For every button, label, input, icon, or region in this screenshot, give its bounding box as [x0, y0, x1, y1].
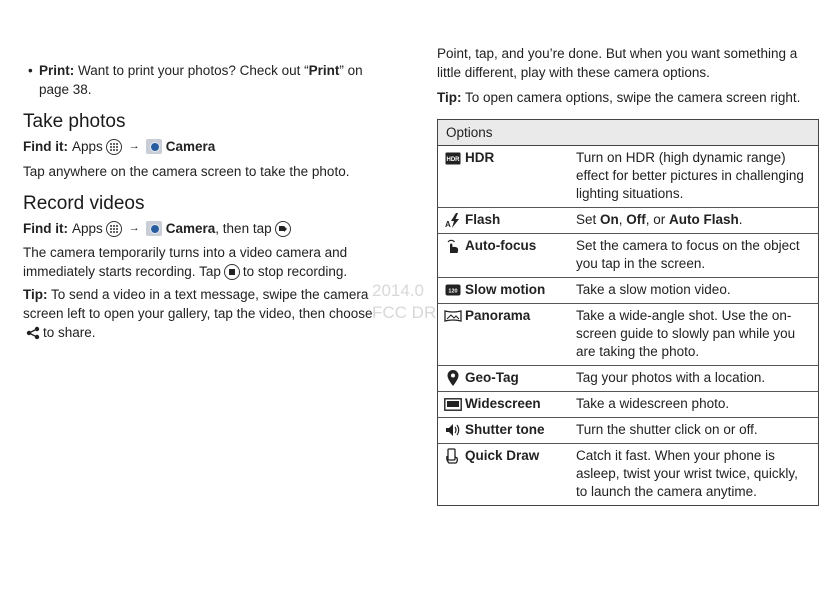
option-name: Flash [465, 212, 501, 227]
slow-motion-icon [444, 282, 462, 298]
tip-end-text: to share. [43, 325, 96, 340]
quick-draw-icon [444, 448, 462, 464]
table-row [438, 418, 818, 444]
option-description: Turn the shutter click on or off. [576, 422, 758, 437]
tip-label: Tip: [23, 287, 48, 302]
table-row [438, 146, 818, 208]
table-row [438, 278, 818, 304]
tip-text: To send a video in a text message, swipe the camera screen left to open your gallery, tap the video, then choose [23, 287, 373, 321]
take-photos-body: Tap anywhere on the camera screen to take the photo. [23, 164, 350, 179]
table-row [438, 304, 818, 366]
video-camera-icon [275, 221, 291, 237]
widescreen-icon [444, 396, 462, 412]
take-photos-heading: Take photos [23, 111, 126, 132]
watermark [372, 280, 436, 324]
apps-icon [106, 139, 122, 155]
option-description: Catch it fast. When your phone is asleep, twist your wrist twice, quickly, to launch the camera anytime. [576, 448, 798, 499]
arrow-right-icon: → [128, 222, 140, 234]
option-name: Geo-Tag [465, 370, 519, 385]
camera-app-icon [146, 221, 162, 236]
arrow-right-icon: → [128, 140, 140, 152]
table-row [438, 234, 818, 278]
record-videos-tip [23, 285, 373, 342]
option-name: Widescreen [465, 396, 541, 411]
bullet-dot: • [28, 63, 33, 78]
hdr-icon [444, 150, 462, 166]
record-videos-body [23, 243, 373, 281]
take-photos-find-it [23, 137, 215, 156]
panorama-icon [444, 308, 462, 324]
option-name: Quick Draw [465, 448, 540, 463]
option-description: Turn on HDR (high dynamic range) effect for better pictures in challenging lighting situations. [576, 150, 804, 201]
camera-label: Camera [165, 139, 216, 154]
apps-text: Apps [71, 139, 103, 154]
camera-label: Camera [165, 221, 216, 236]
tip-label: Tip: [437, 90, 462, 105]
svg-text:120: 120 [448, 288, 458, 295]
watermark-line-2: FCC DR [372, 303, 437, 322]
option-name: Panorama [465, 308, 531, 323]
option-description: Tag your photos with a location. [576, 370, 766, 385]
print-text-2: ” on page 38. [39, 63, 363, 97]
record-body-text-2: to stop recording. [242, 264, 348, 279]
option-name: Auto-focus [465, 238, 537, 253]
auto-focus-icon [444, 238, 462, 254]
svg-text:A: A [445, 219, 451, 228]
tip-text: To open camera options, swipe the camera screen right. [461, 90, 801, 105]
options-table [437, 119, 819, 506]
shutter-tone-icon [444, 422, 462, 438]
camera-app-icon [146, 139, 162, 154]
table-row [438, 366, 818, 392]
record-videos-heading: Record videos [23, 193, 145, 214]
option-description: Set the camera to focus on the object you tap in the screen. [576, 238, 800, 271]
print-text-1: Want to print your photos? Check out “ [74, 63, 309, 78]
option-description: Take a widescreen photo. [576, 396, 730, 411]
watermark-line-1: 2014.0 [372, 281, 424, 300]
options-table-header: Options [438, 120, 818, 146]
geo-tag-icon [444, 370, 462, 386]
record-body-text-1: The camera temporarily turns into a video camera and immediately starts recording. Tap [23, 245, 348, 279]
flash-icon [444, 212, 462, 228]
option-description: Set On, Off, or Auto Flash. [576, 212, 743, 227]
svg-text:HDR: HDR [446, 156, 460, 163]
camera-options-tip [437, 88, 817, 107]
find-it-label: Find it: [23, 221, 68, 236]
option-name: Shutter tone [465, 422, 545, 437]
stop-icon [224, 264, 240, 280]
find-it-label: Find it: [23, 139, 68, 154]
camera-options-intro: Point, tap, and you’re done. But when you want something a little different, play with these camera options. [437, 46, 798, 80]
table-row [438, 444, 818, 505]
then-tap-text: , then tap [215, 221, 272, 236]
apps-icon [106, 221, 122, 237]
share-icon [26, 326, 40, 340]
record-videos-find-it [23, 219, 294, 238]
apps-text: Apps [71, 221, 103, 236]
print-label: Print: [39, 63, 75, 78]
option-name: HDR [465, 150, 495, 165]
table-row [438, 392, 818, 418]
table-row [438, 208, 818, 234]
option-description: Take a slow motion video. [576, 282, 731, 297]
option-name: Slow motion [465, 282, 546, 297]
print-link[interactable]: Print [308, 63, 340, 78]
option-description: Take a wide-angle shot. Use the on-screen guide to slowly pan while you are taking the photo. [576, 308, 796, 359]
print-bullet-text [39, 61, 374, 99]
